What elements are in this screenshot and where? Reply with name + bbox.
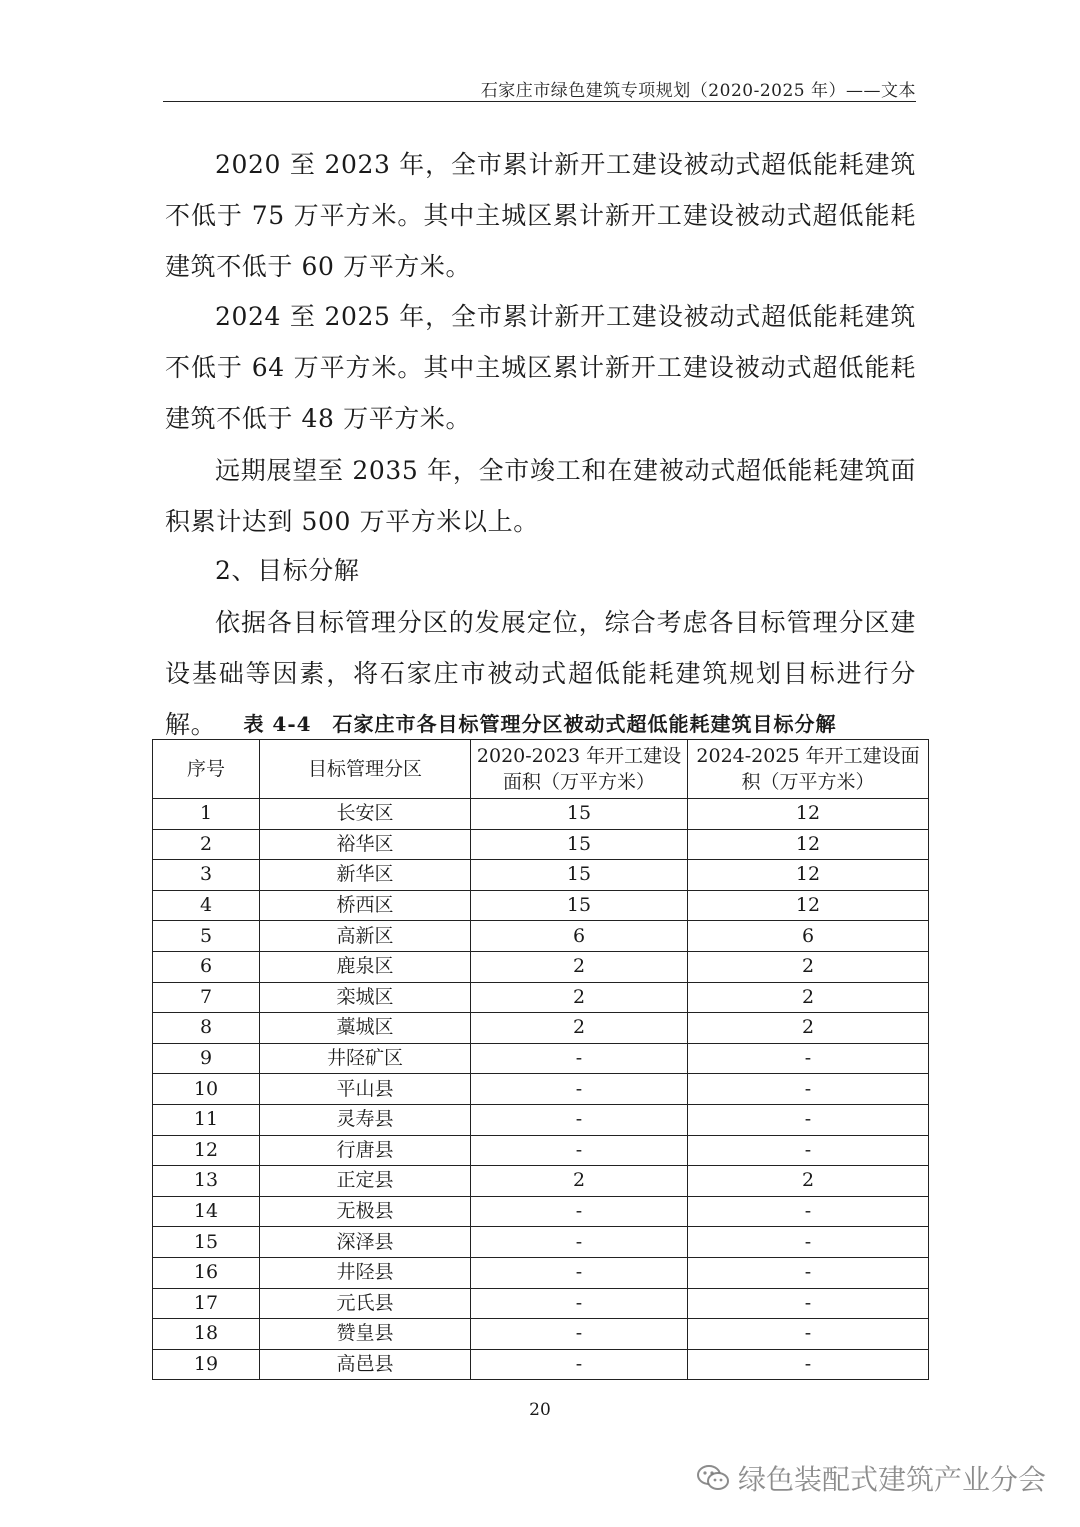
- table-row: [153, 1013, 929, 1044]
- cell-index: 14: [153, 1196, 260, 1227]
- cell-index: 4: [153, 890, 260, 921]
- cell-zone: 正定县: [260, 1166, 471, 1197]
- cell-area-2024-2025: -: [688, 1196, 929, 1227]
- cell-area-2024-2025: 12: [688, 890, 929, 921]
- cell-index: 16: [153, 1257, 260, 1288]
- paragraph-2035-outlook: 远期展望至 2035 年，全市竣工和在建被动式超低能耗建筑面积累计达到 500 万平方米以上。: [165, 456, 916, 536]
- cell-index: 1: [153, 799, 260, 830]
- table-row: [153, 1074, 929, 1105]
- cell-area-2024-2025: -: [688, 1288, 929, 1319]
- cell-area-2020-2023: 15: [471, 860, 688, 891]
- cell-area-2020-2023: -: [471, 1349, 688, 1380]
- cell-area-2024-2025: 2: [688, 1013, 929, 1044]
- table-row: [153, 829, 929, 860]
- cell-area-2020-2023: 6: [471, 921, 688, 952]
- cell-zone: 栾城区: [260, 982, 471, 1013]
- cell-area-2020-2023: -: [471, 1196, 688, 1227]
- cell-area-2024-2025: -: [688, 1074, 929, 1105]
- table-row: [153, 1104, 929, 1135]
- cell-index: 12: [153, 1135, 260, 1166]
- cell-index: 18: [153, 1319, 260, 1350]
- cell-index: 10: [153, 1074, 260, 1105]
- cell-area-2024-2025: 2: [688, 982, 929, 1013]
- cell-area-2020-2023: -: [471, 1135, 688, 1166]
- paragraph-2024-2025-target: 2024 至 2025 年，全市累计新开工建设被动式超低能耗建筑不低于 64 万平方米。其中主城区累计新开工建设被动式超低能耗建筑不低于 48 万平方米。: [165, 302, 916, 433]
- table-caption: 表 4-4 石家庄市各目标管理分区被动式超低能耗建筑目标分解: [243, 712, 837, 736]
- table-row: [153, 1288, 929, 1319]
- cell-area-2024-2025: 2: [688, 951, 929, 982]
- cell-area-2024-2025: 12: [688, 829, 929, 860]
- table-row: [153, 860, 929, 891]
- cell-area-2020-2023: -: [471, 1104, 688, 1135]
- cell-index: 11: [153, 1104, 260, 1135]
- table-row: [153, 1196, 929, 1227]
- cell-zone: 裕华区: [260, 829, 471, 860]
- cell-index: 2: [153, 829, 260, 860]
- table-row: [153, 799, 929, 830]
- cell-zone: 鹿泉区: [260, 951, 471, 982]
- wechat-icon: [696, 1463, 730, 1493]
- header-zone: 目标管理分区: [260, 740, 471, 799]
- cell-index: 3: [153, 860, 260, 891]
- cell-area-2020-2023: 15: [471, 890, 688, 921]
- paragraph-2020-2023-target: 2020 至 2023 年，全市累计新开工建设被动式超低能耗建筑不低于 75 万平方米。其中主城区累计新开工建设被动式超低能耗建筑不低于 60 万平方米。: [165, 150, 916, 281]
- table-row: [153, 1349, 929, 1380]
- cell-area-2024-2025: -: [688, 1227, 929, 1258]
- table-row: [153, 982, 929, 1013]
- cell-index: 9: [153, 1043, 260, 1074]
- cell-zone: 深泽县: [260, 1227, 471, 1258]
- cell-index: 13: [153, 1166, 260, 1197]
- cell-area-2024-2025: 2: [688, 1166, 929, 1197]
- table-header-row: [153, 740, 929, 799]
- table-row: [153, 1257, 929, 1288]
- header-index: 序号: [153, 740, 260, 799]
- cell-area-2020-2023: -: [471, 1288, 688, 1319]
- cell-zone: 行唐县: [260, 1135, 471, 1166]
- cell-index: 19: [153, 1349, 260, 1380]
- page-number: 20: [529, 1400, 551, 1420]
- cell-area-2024-2025: -: [688, 1319, 929, 1350]
- cell-zone: 元氏县: [260, 1288, 471, 1319]
- table-body: [153, 799, 929, 1380]
- cell-zone: 高邑县: [260, 1349, 471, 1380]
- cell-zone: 新华区: [260, 860, 471, 891]
- cell-area-2020-2023: -: [471, 1043, 688, 1074]
- cell-area-2024-2025: -: [688, 1043, 929, 1074]
- cell-area-2020-2023: -: [471, 1074, 688, 1105]
- table-row: [153, 890, 929, 921]
- target-decomposition-table: [152, 739, 929, 1380]
- cell-index: 15: [153, 1227, 260, 1258]
- table-row: [153, 1166, 929, 1197]
- cell-area-2020-2023: 2: [471, 1166, 688, 1197]
- cell-index: 17: [153, 1288, 260, 1319]
- cell-zone: 灵寿县: [260, 1104, 471, 1135]
- cell-area-2020-2023: -: [471, 1227, 688, 1258]
- cell-zone: 井陉矿区: [260, 1043, 471, 1074]
- section-heading: 2、目标分解: [215, 556, 360, 585]
- cell-index: 6: [153, 951, 260, 982]
- page-header: 石家庄市绿色建筑专项规划（2020-2025 年）——文本: [480, 81, 916, 101]
- table-row: [153, 921, 929, 952]
- cell-zone: 平山县: [260, 1074, 471, 1105]
- cell-zone: 藁城区: [260, 1013, 471, 1044]
- cell-zone: 井陉县: [260, 1257, 471, 1288]
- cell-zone: 长安区: [260, 799, 471, 830]
- table-row: [153, 1043, 929, 1074]
- header-area-2020-2023: 2020-2023 年开工建设面积（万平方米）: [471, 740, 688, 799]
- cell-index: 5: [153, 921, 260, 952]
- cell-area-2020-2023: -: [471, 1257, 688, 1288]
- table-row: [153, 1227, 929, 1258]
- cell-area-2020-2023: 2: [471, 1013, 688, 1044]
- table-row: [153, 951, 929, 982]
- watermark: [696, 1458, 1046, 1498]
- header-divider: [163, 101, 916, 102]
- cell-area-2024-2025: -: [688, 1135, 929, 1166]
- cell-zone: 无极县: [260, 1196, 471, 1227]
- cell-area-2024-2025: -: [688, 1349, 929, 1380]
- cell-area-2024-2025: 12: [688, 860, 929, 891]
- cell-area-2020-2023: 15: [471, 829, 688, 860]
- table-row: [153, 1135, 929, 1166]
- cell-zone: 高新区: [260, 921, 471, 952]
- cell-area-2024-2025: 6: [688, 921, 929, 952]
- cell-area-2024-2025: -: [688, 1257, 929, 1288]
- header-area-2024-2025: 2024-2025 年开工建设面积（万平方米）: [688, 740, 929, 799]
- table-row: [153, 1319, 929, 1350]
- cell-area-2024-2025: -: [688, 1104, 929, 1135]
- paragraph-decomposition-intro: 依据各目标管理分区的发展定位，综合考虑各目标管理分区建设基础等因素，将石家庄市被动式超低能耗建筑规划目标进行分解。: [165, 608, 916, 739]
- cell-zone: 赞皇县: [260, 1319, 471, 1350]
- cell-area-2020-2023: 2: [471, 982, 688, 1013]
- watermark-text: 绿色装配式建筑产业分会: [737, 1463, 1046, 1496]
- cell-area-2020-2023: 2: [471, 951, 688, 982]
- cell-area-2024-2025: 12: [688, 799, 929, 830]
- cell-index: 7: [153, 982, 260, 1013]
- cell-area-2020-2023: -: [471, 1319, 688, 1350]
- cell-index: 8: [153, 1013, 260, 1044]
- cell-area-2020-2023: 15: [471, 799, 688, 830]
- cell-zone: 桥西区: [260, 890, 471, 921]
